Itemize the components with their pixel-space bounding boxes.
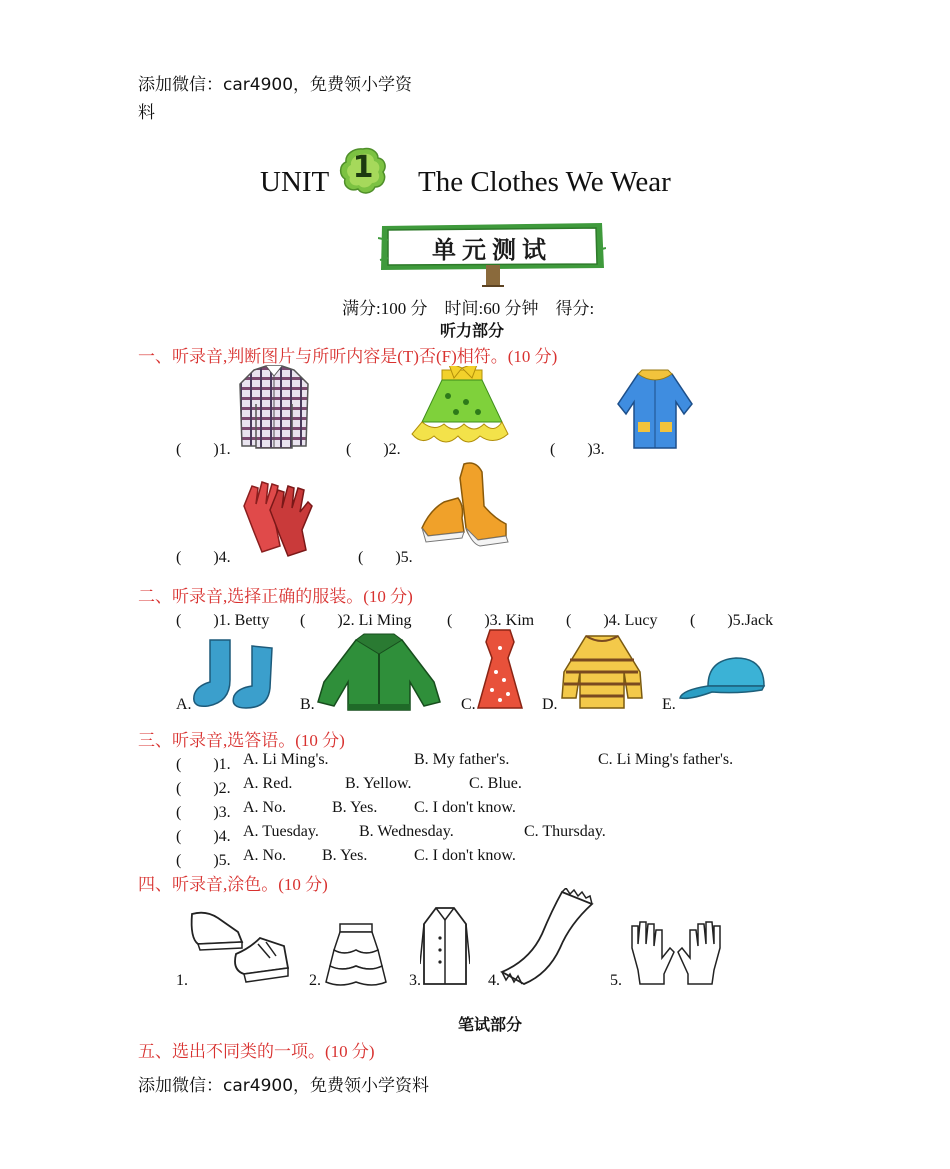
unit-number-badge — [338, 146, 388, 196]
s3-row-5-c: C. I don't know. — [414, 847, 516, 864]
test-banner — [378, 220, 606, 288]
s2-item-4: ( )4. Lucy — [566, 612, 658, 629]
s1-item-5: ( )5. — [358, 549, 413, 566]
blue-coat-icon — [612, 368, 698, 452]
striped-sweater-icon — [560, 632, 644, 710]
watermark-top: 添加微信：car4900，免费领小学资 — [138, 75, 413, 95]
s3-row-1-a: A. Li Ming's. — [243, 751, 329, 768]
section-4-heading: 四、听录音,涂色。(10 分) — [138, 875, 328, 894]
sneakers-outline-icon — [188, 908, 292, 992]
s1-item-2: ( )2. — [346, 441, 401, 458]
s2-item-5: ( )5.Jack — [690, 612, 774, 629]
s3-row-3-b: B. Yes. — [332, 799, 378, 816]
skirt-outline-icon — [322, 922, 390, 988]
unit-label: UNIT — [260, 166, 330, 198]
test-banner-label: 单元测试 — [432, 236, 552, 264]
s2-item-2: ( )2. Li Ming — [300, 612, 412, 629]
s3-row-5-num: ( )5. — [176, 852, 231, 869]
s3-row-2-a: A. Red. — [243, 775, 293, 792]
blue-cap-icon — [678, 656, 766, 706]
s4-label-2: 2. — [309, 972, 321, 989]
s3-row-5-b: B. Yes. — [322, 847, 368, 864]
red-dress-icon — [476, 628, 524, 712]
s1-item-3: ( )3. — [550, 441, 605, 458]
s3-row-3-a: A. No. — [243, 799, 287, 816]
green-jacket-icon — [316, 632, 442, 714]
s4-label-3: 3. — [409, 972, 421, 989]
s4-label-5: 5. — [610, 972, 622, 989]
s2-option-b: B. — [300, 696, 315, 713]
s1-item-4: ( )4. — [176, 549, 231, 566]
s3-row-1-c: C. Li Ming's father's. — [598, 751, 734, 768]
s2-item-1: ( )1. Betty — [176, 612, 270, 629]
watermark-bottom: 添加微信：car4900，免费领小学资料 — [138, 1076, 430, 1096]
red-gloves-icon — [236, 476, 320, 560]
coat-outline-icon — [420, 904, 470, 988]
s3-row-4-c: C. Thursday. — [524, 823, 606, 840]
s3-row-2-b: B. Yellow. — [345, 775, 412, 792]
s2-option-d: D. — [542, 696, 558, 713]
section-3-heading: 三、听录音,选答语。(10 分) — [138, 731, 345, 750]
s3-row-4-num: ( )4. — [176, 828, 231, 845]
listening-heading: 听力部分 — [440, 321, 505, 340]
s3-row-5-a: A. No. — [243, 847, 287, 864]
s4-label-1: 1. — [176, 972, 188, 989]
s2-item-3: ( )3. Kim — [447, 612, 535, 629]
plaid-shirt-icon — [236, 364, 312, 450]
section-2-heading: 二、听录音,选择正确的服装。(10 分) — [138, 587, 413, 606]
orange-sneakers-icon — [420, 458, 510, 554]
s3-row-2-num: ( )2. — [176, 780, 231, 797]
writing-heading: 笔试部分 — [458, 1015, 523, 1034]
section-1-heading: 一、听录音,判断图片与所听内容是(T)否(F)相符。(10 分) — [138, 347, 558, 366]
section-5-heading: 五、选出不同类的一项。(10 分) — [138, 1042, 375, 1061]
s3-row-4-a: A. Tuesday. — [243, 823, 319, 840]
scarf-outline-icon — [500, 888, 596, 988]
s3-row-1-b: B. My father's. — [414, 751, 510, 768]
s2-option-e: E. — [662, 696, 676, 713]
score-line: 满分:100 分 时间:60 分钟 得分: — [342, 299, 595, 318]
gloves-outline-icon — [626, 918, 726, 986]
green-skirt-icon — [408, 366, 516, 450]
s3-row-2-c: C. Blue. — [469, 775, 522, 792]
unit-number: 1 — [352, 150, 374, 185]
watermark-top-continued: 料 — [138, 103, 155, 123]
s4-label-4: 4. — [488, 972, 500, 989]
unit-title: The Clothes We Wear — [418, 166, 671, 198]
s2-option-c: C. — [461, 696, 476, 713]
s2-option-a: A. — [176, 696, 192, 713]
s3-row-4-b: B. Wednesday. — [359, 823, 454, 840]
s3-row-3-c: C. I don't know. — [414, 799, 516, 816]
s3-row-3-num: ( )3. — [176, 804, 231, 821]
blue-socks-icon — [190, 636, 282, 712]
s1-item-1: ( )1. — [176, 441, 231, 458]
s3-row-1-num: ( )1. — [176, 756, 231, 773]
